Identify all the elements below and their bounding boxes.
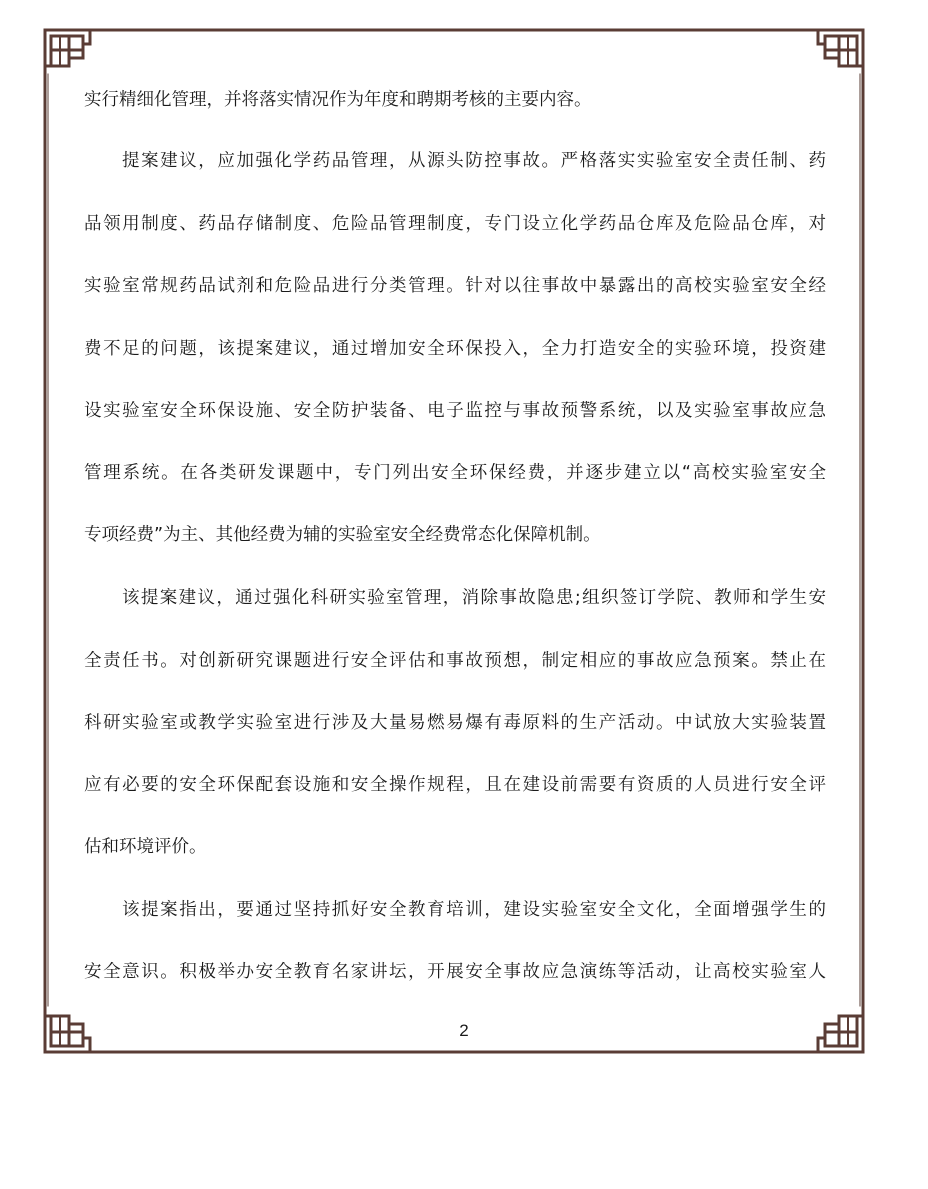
corner-ornament-top-right xyxy=(818,30,863,74)
page-number: 2 xyxy=(459,1021,469,1040)
text-line: 全责任书。对创新研究课题进行安全评估和事故预想，制定相应的事故应急预案。禁止在 xyxy=(84,651,826,671)
text-line: 费不足的问题，该提案建议，通过增加安全环保投入，全力打造安全的实验环境，投资建 xyxy=(84,339,826,359)
corner-ornament-top-left xyxy=(45,30,90,74)
text-line: 品领用制度、药品存储制度、危险品管理制度，专门设立化学药品仓库及危险品仓库，对 xyxy=(84,214,826,234)
text-line: 专项经费”为主、其他经费为辅的实验室安全经费常态化保障机制。 xyxy=(84,525,601,545)
text-line: 实验室常规药品试剂和危险品进行分类管理。针对以往事故中暴露出的高校实验室安全经 xyxy=(84,276,826,296)
text-line: 应有必要的安全环保配套设施和安全操作规程，且在建设前需要有资质的人员进行安全评 xyxy=(84,775,826,795)
text-line: 实行精细化管理，并将落实情况作为年度和聘期考核的主要内容。 xyxy=(84,90,592,110)
text-line: 该提案建议，通过强化科研实验室管理，消除事故隐患;组织签订学院、教师和学生安 xyxy=(122,588,826,608)
document-body xyxy=(84,70,826,990)
text-line: 提案建议，应加强化学药品管理，从源头防控事故。严格落实实验室安全责任制、药 xyxy=(122,151,826,171)
text-line: 科研实验室或教学实验室进行涉及大量易燃易爆有毒原料的生产活动。中试放大实验装置 xyxy=(84,713,826,733)
text-line: 设实验室安全环保设施、安全防护装备、电子监控与事故预警系统，以及实验室事故应急 xyxy=(84,401,826,421)
text-line: 安全意识。积极举办安全教育名家讲坛，开展安全事故应急演练等活动，让高校实验室人 xyxy=(84,962,826,982)
text-line: 管理系统。在各类研发课题中，专门列出安全环保经费，并逐步建立以“高校实验室安全 xyxy=(84,463,826,483)
text-line: 该提案指出，要通过坚持抓好安全教育培训，建设实验室安全文化，全面增强学生的 xyxy=(122,900,826,920)
text-line: 估和环境评价。 xyxy=(84,837,207,857)
